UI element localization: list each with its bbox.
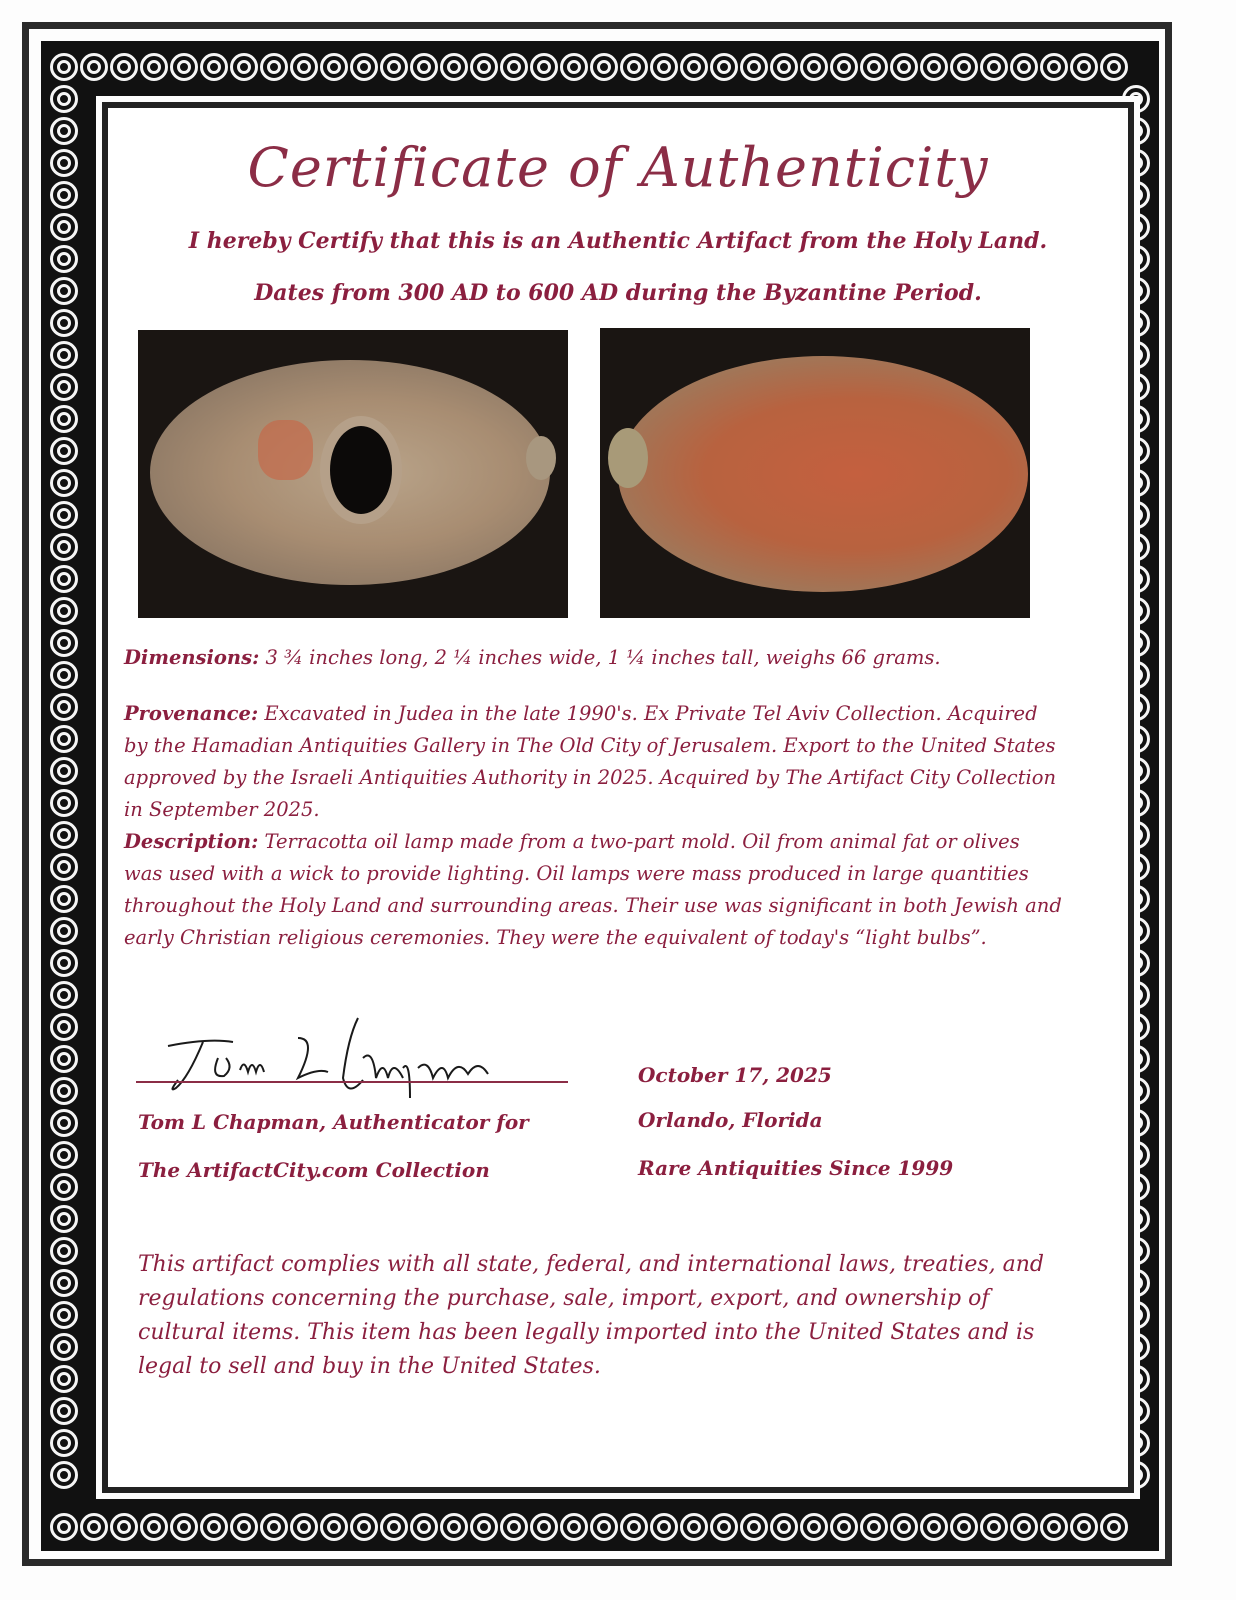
ring-ornament-icon: [200, 1513, 228, 1541]
ring-ornament-icon: [50, 565, 78, 593]
company-tagline: Rare Antiquities Since 1999: [638, 1156, 954, 1180]
ring-ornament-icon: [50, 1013, 78, 1041]
ring-ornament-icon: [410, 1513, 438, 1541]
ring-ornament-icon: [170, 1513, 198, 1541]
ring-ornament-icon: [620, 1513, 648, 1541]
ring-ornament-icon: [50, 693, 78, 721]
ring-ornament-icon: [50, 821, 78, 849]
ring-ornament-icon: [290, 1513, 318, 1541]
signature-handwritten: [148, 998, 528, 1128]
ring-ornament-icon: [1100, 1513, 1128, 1541]
ring-ornament-icon: [350, 53, 378, 81]
ring-ornament-icon: [50, 981, 78, 1009]
ring-ornament-icon: [50, 789, 78, 817]
ring-ornament-icon: [50, 309, 78, 337]
ring-ornament-icon: [50, 85, 78, 113]
ring-ornament-icon: [440, 53, 468, 81]
ring-ornament-icon: [50, 1269, 78, 1297]
ring-ornament-icon: [1100, 53, 1128, 81]
ring-ornament-icon: [530, 53, 558, 81]
authenticator-name: Tom L Chapman, Authenticator for: [138, 1110, 529, 1134]
ring-ornament-icon: [80, 53, 108, 81]
ring-ornament-icon: [950, 53, 978, 81]
ring-ornament-icon: [920, 53, 948, 81]
ring-ornament-icon: [50, 725, 78, 753]
ring-ornament-icon: [380, 1513, 408, 1541]
dimensions-text: 3 ¾ inches long, 2 ¼ inches wide, 1 ¼ inches tall, weighs 66 grams.: [259, 646, 941, 669]
ring-ornament-icon: [50, 1429, 78, 1457]
ring-ornament-icon: [50, 149, 78, 177]
ring-ornament-icon: [110, 53, 138, 81]
ring-ornament-icon: [50, 1365, 78, 1393]
lamp-handle: [608, 428, 648, 488]
ring-ornament-icon: [50, 277, 78, 305]
ring-ornament-icon: [980, 53, 1008, 81]
ring-ornament-icon: [920, 1513, 948, 1541]
ring-ornament-icon: [110, 1513, 138, 1541]
ring-ornament-icon: [80, 1513, 108, 1541]
ring-ornament-icon: [50, 117, 78, 145]
ring-ornament-icon: [140, 53, 168, 81]
ring-ornament-icon: [500, 53, 528, 81]
lamp-photo-top: [138, 330, 568, 618]
ring-ornament-icon: [50, 501, 78, 529]
ring-ornament-icon: [410, 53, 438, 81]
ring-ornament-icon: [50, 213, 78, 241]
ring-ornament-icon: [500, 1513, 528, 1541]
ring-ornament-icon: [50, 469, 78, 497]
ring-ornament-icon: [230, 53, 258, 81]
ring-ornament-icon: [170, 53, 198, 81]
ring-ornament-icon: [1040, 53, 1068, 81]
dimensions-paragraph: [124, 642, 1064, 674]
signature-line: [136, 1081, 568, 1083]
ring-ornament-icon: [710, 53, 738, 81]
ring-ornament-icon: [50, 373, 78, 401]
ring-ornament-icon: [50, 245, 78, 273]
ring-ornament-icon: [50, 661, 78, 689]
ring-ornament-icon: [740, 1513, 768, 1541]
ring-ornament-icon: [290, 53, 318, 81]
ring-ornament-icon: [770, 1513, 798, 1541]
ring-ornament-icon: [50, 853, 78, 881]
ring-ornament-icon: [50, 1173, 78, 1201]
ring-ornament-icon: [50, 629, 78, 657]
ring-ornament-icon: [860, 53, 888, 81]
ring-ornament-icon: [50, 533, 78, 561]
ring-ornament-icon: [50, 1513, 78, 1541]
ring-ornament-icon: [890, 53, 918, 81]
ring-ornament-icon: [50, 1077, 78, 1105]
border-rings-bottom: [49, 1511, 1129, 1543]
ring-ornament-icon: [50, 597, 78, 625]
border-rings-left: [49, 83, 79, 1491]
ring-ornament-icon: [650, 53, 678, 81]
certificate-title: Certificate of Authenticity: [247, 136, 989, 199]
description-text: Terracotta oil lamp made from a two-part mold. Oil from animal fat or olives was used with a wick to provide lighting. Oil lamps were mass produced in large quantities throughout the Holy Land and surrounding areas. Their use was significant in both Jewish and early Christian religious ceremonies. They were the equivalent of today's “light bulbs”.: [124, 830, 1062, 949]
ring-ornament-icon: [140, 1513, 168, 1541]
ring-ornament-icon: [650, 1513, 678, 1541]
ring-ornament-icon: [260, 53, 288, 81]
ring-ornament-icon: [50, 341, 78, 369]
ring-ornament-icon: [710, 1513, 738, 1541]
ring-ornament-icon: [50, 1205, 78, 1233]
ring-ornament-icon: [530, 1513, 558, 1541]
ring-ornament-icon: [50, 917, 78, 945]
ring-ornament-icon: [50, 1301, 78, 1329]
ring-ornament-icon: [1040, 1513, 1068, 1541]
terracotta-patch: [258, 420, 313, 480]
ring-ornament-icon: [50, 405, 78, 433]
ring-ornament-icon: [50, 1237, 78, 1265]
ring-ornament-icon: [50, 1333, 78, 1361]
ring-ornament-icon: [50, 1045, 78, 1073]
dates-statement: Dates from 300 AD to 600 AD during the Byzantine Period.: [254, 280, 982, 306]
ring-ornament-icon: [770, 53, 798, 81]
lamp-base: [618, 356, 1028, 592]
certificate-date: October 17, 2025: [638, 1063, 832, 1087]
description-label: Description:: [124, 830, 259, 853]
certificate-location: Orlando, Florida: [638, 1108, 823, 1132]
border-rings-top: [49, 51, 1129, 83]
ring-ornament-icon: [50, 181, 78, 209]
ring-ornament-icon: [350, 1513, 378, 1541]
ring-ornament-icon: [50, 885, 78, 913]
ring-ornament-icon: [590, 1513, 618, 1541]
ring-ornament-icon: [1010, 1513, 1038, 1541]
ring-ornament-icon: [680, 1513, 708, 1541]
ring-ornament-icon: [50, 1141, 78, 1169]
ring-ornament-icon: [50, 1109, 78, 1137]
ring-ornament-icon: [50, 949, 78, 977]
ring-ornament-icon: [740, 53, 768, 81]
ring-ornament-icon: [230, 1513, 258, 1541]
legal-compliance-statement: This artifact complies with all state, federal, and international laws, treaties, and regulations concerning the purchase, sale, import, export, and ownership of cultural items. This item has been legally imported into the United States and is legal to sell and buy in the United States.: [138, 1252, 1044, 1379]
ring-ornament-icon: [50, 1397, 78, 1425]
ring-ornament-icon: [320, 1513, 348, 1541]
ring-ornament-icon: [830, 53, 858, 81]
provenance-text: Excavated in Judea in the late 1990's. Ex Private Tel Aviv Collection. Acquired by the Hamadian Antiquities Gallery in The Old City of Jerusalem. Export to the United States approved by the Israeli Antiquities Authority in 2025. Acquired by The Artifact City Collection in September 2025.: [124, 702, 1057, 821]
certify-statement: I hereby Certify that this is an Authentic Artifact from the Holy Land.: [188, 228, 1048, 254]
ring-ornament-icon: [590, 53, 618, 81]
ring-ornament-icon: [200, 53, 228, 81]
ring-ornament-icon: [380, 53, 408, 81]
ring-ornament-icon: [620, 53, 648, 81]
provenance-paragraph: [124, 698, 1064, 826]
ring-ornament-icon: [50, 1461, 78, 1489]
ring-ornament-icon: [860, 1513, 888, 1541]
ring-ornament-icon: [1070, 53, 1098, 81]
ring-ornament-icon: [890, 1513, 918, 1541]
dimensions-label: Dimensions:: [124, 646, 260, 669]
ring-ornament-icon: [680, 53, 708, 81]
ring-ornament-icon: [950, 1513, 978, 1541]
ring-ornament-icon: [320, 53, 348, 81]
ring-ornament-icon: [50, 437, 78, 465]
provenance-label: Provenance:: [124, 702, 259, 725]
certificate-body: [108, 108, 1128, 1488]
ring-ornament-icon: [50, 757, 78, 785]
lamp-handle: [526, 436, 556, 480]
lamp-fill-hole: [330, 426, 392, 514]
ring-ornament-icon: [440, 1513, 468, 1541]
ring-ornament-icon: [470, 1513, 498, 1541]
ring-ornament-icon: [50, 53, 78, 81]
ring-ornament-icon: [830, 1513, 858, 1541]
ring-ornament-icon: [560, 53, 588, 81]
ring-ornament-icon: [560, 1513, 588, 1541]
ring-ornament-icon: [470, 53, 498, 81]
ring-ornament-icon: [1010, 53, 1038, 81]
collection-name: The ArtifactCity.com Collection: [138, 1158, 490, 1182]
ring-ornament-icon: [1070, 1513, 1098, 1541]
ring-ornament-icon: [800, 53, 828, 81]
ring-ornament-icon: [980, 1513, 1008, 1541]
ring-ornament-icon: [260, 1513, 288, 1541]
lamp-photo-bottom: [600, 328, 1030, 618]
ring-ornament-icon: [800, 1513, 828, 1541]
description-paragraph: [124, 826, 1064, 954]
